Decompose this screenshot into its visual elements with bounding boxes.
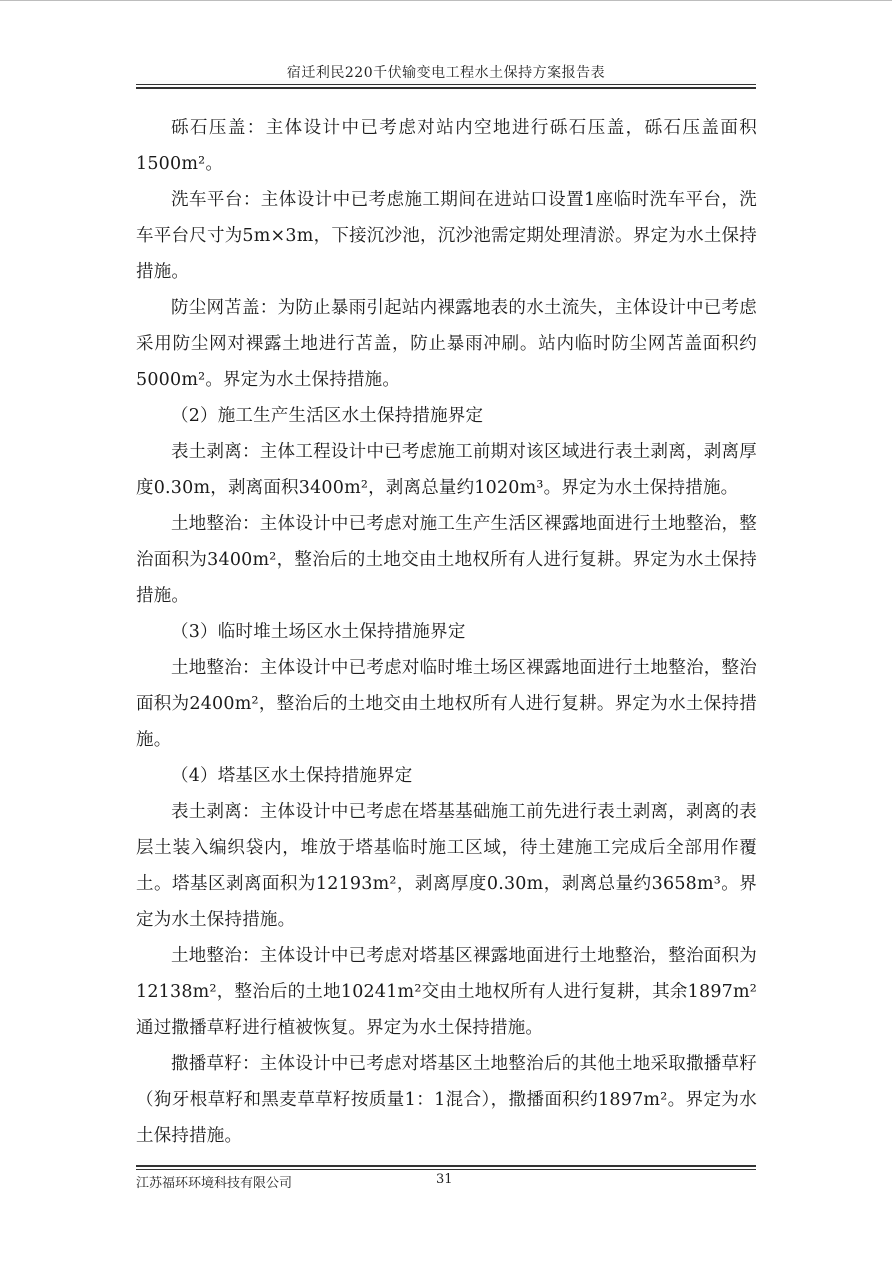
paragraph-label: 防尘网苫盖： — [171, 298, 278, 318]
paragraph-text: 为防止暴雨引起站内裸露地表的水土流失，主体设计中已考虑采用防尘网对裸露土地进行苫盖，防止暴雨冲刷。站内临时防尘网苫盖面积约5000m²。界定为水土保持措施。 — [136, 298, 757, 390]
paragraph-grass-seeding — [136, 1046, 757, 1154]
section-heading-construction-area: （2）施工生产生活区水土保持措施界定 — [171, 406, 484, 426]
paragraph-text: 主体设计中已考虑对站内空地进行砾石压盖，砾石压盖面积1500m²。 — [136, 118, 757, 174]
paragraph-topsoil-stripping-tower — [136, 794, 757, 938]
running-header-title: 宿迁利民220千伏输变电工程水土保持方案报告表 — [286, 65, 606, 81]
paragraph-land-remediation-soil-yard — [136, 650, 757, 758]
paragraph-text: 主体设计中已考虑对施工生产生活区裸露地面进行土地整治，整治面积为3400m²，整治后的土地交由土地权所有人进行复耕。界定为水土保持措施。 — [136, 514, 757, 606]
footer-rule-thick — [136, 1165, 756, 1167]
paragraph-dust-net-cover — [136, 290, 757, 398]
document-body — [136, 110, 757, 1154]
header-rule-thick — [136, 87, 756, 89]
paragraph-text: 主体设计中已考虑施工期间在进站口设置1座临时洗车平台，洗车平台尺寸为5m×3m，下接沉沙池，沉沙池需定期处理清淤。界定为水土保持措施。 — [136, 190, 758, 282]
paragraph-land-remediation-tower — [136, 938, 757, 1046]
section-heading-temp-soil-yard: （3）临时堆土场区水土保持措施界定 — [171, 622, 466, 642]
paragraph-label: 洗车平台： — [171, 190, 261, 210]
paragraph-text: 主体设计中已考虑对塔基区土地整治后的其他土地采取撒播草籽（狗牙根草籽和黑麦草草籽按质量1：1混合），撒播面积约1897m²。界定为水土保持措施。 — [136, 1054, 757, 1146]
paragraph-label: 表土剥离： — [171, 442, 260, 462]
section-heading-tower-base: （4）塔基区水土保持措施界定 — [171, 766, 413, 786]
paragraph-land-remediation — [136, 506, 757, 614]
paragraph-label: 土地整治： — [171, 514, 260, 534]
page-top-border — [0, 0, 892, 1]
paragraph-text: 主体工程设计中已考虑施工前期对该区域进行表土剥离，剥离厚度0.30m，剥离面积3400m²，剥离总量约1020m³。界定为水土保持措施。 — [136, 442, 757, 498]
paragraph-gravel-cover — [136, 110, 757, 182]
header-rule-thin — [136, 84, 756, 85]
paragraph-label: 撒播草籽： — [171, 1054, 260, 1074]
paragraph-label: 土地整治： — [171, 946, 260, 966]
paragraph-topsoil-stripping — [136, 434, 757, 506]
footer-rule-thin — [136, 1169, 756, 1170]
paragraph-label: 砾石压盖： — [171, 118, 266, 138]
paragraph-car-wash-platform — [136, 182, 757, 290]
paragraph-label: 土地整治： — [171, 658, 260, 678]
paragraph-text: 主体设计中已考虑对临时堆土场区裸露地面进行土地整治，整治面积为2400m²，整治后的土地交由土地权所有人进行复耕。界定为水土保持措施。 — [136, 658, 757, 750]
paragraph-label: 表土剥离： — [171, 802, 260, 822]
footer-company-name: 江苏福环环境科技有限公司 — [136, 1176, 293, 1191]
paragraph-text: 主体设计中已考虑在塔基基础施工前先进行表土剥离，剥离的表层土装入编织袋内，堆放于塔基临时施工区域，待土建施工完成后全部用作覆土。塔基区剥离面积为12193m²，剥离厚度0.30m，剥离总量约3658m³。界定为水土保持措施。 — [136, 802, 757, 930]
page-number: 31 — [436, 1172, 453, 1187]
paragraph-text: 主体设计中已考虑对塔基区裸露地面进行土地整治，整治面积为12138m²，整治后的土地10241m²交由土地权所有人进行复耕，其余1897m²通过撒播草籽进行植被恢复。界定为水土保持措施。 — [136, 946, 757, 1038]
